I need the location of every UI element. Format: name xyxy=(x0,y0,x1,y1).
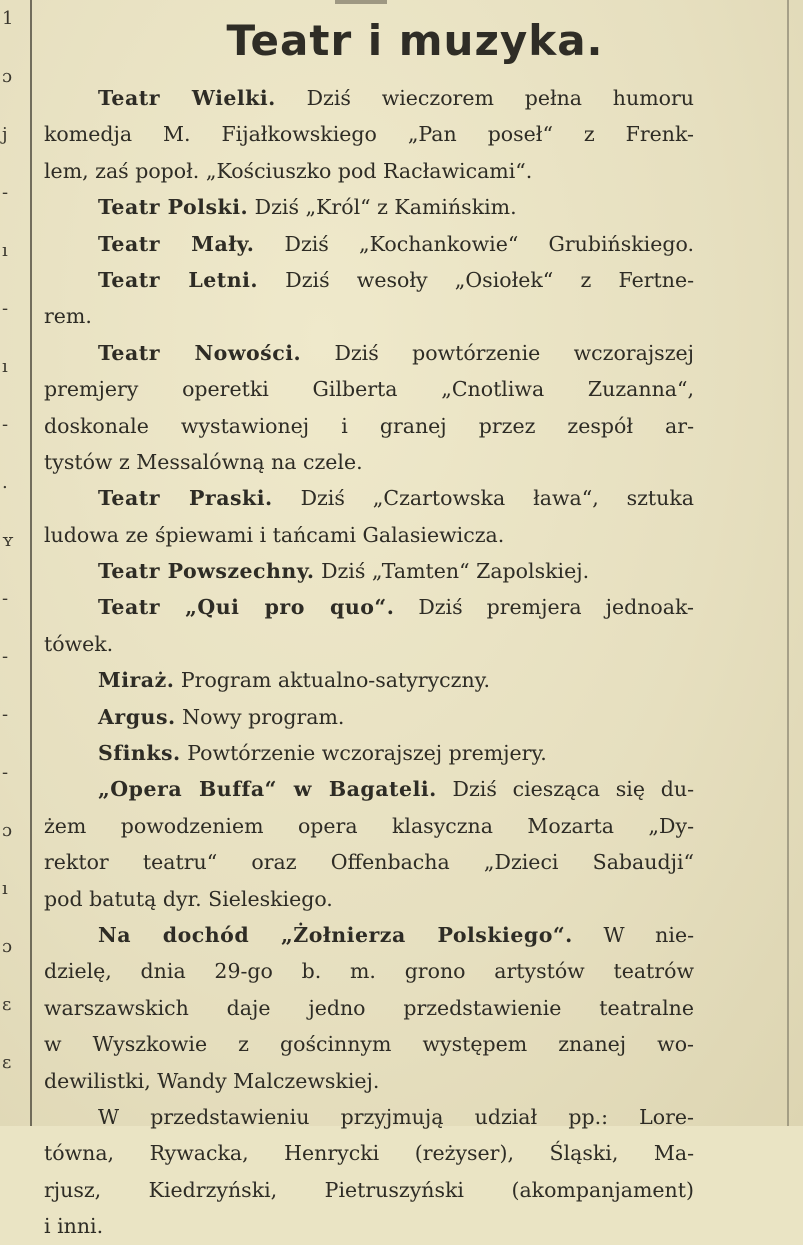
margin-fragment: - xyxy=(2,704,9,725)
venue-name: Teatr Nowości. xyxy=(98,340,302,365)
article-line xyxy=(44,189,694,225)
article-line xyxy=(44,589,694,625)
line-text: dzielę, dnia 29-go b. m. grono artystów teatrów xyxy=(44,959,694,984)
margin-fragment: ɛ xyxy=(2,1052,12,1073)
article-line xyxy=(44,881,694,917)
article-line xyxy=(44,662,694,698)
venue-name: Argus. xyxy=(98,704,176,729)
line-text: rjusz, Kiedrzyński, Pietruszyński (akompanjament) xyxy=(44,1177,694,1202)
margin-fragment: ʏ xyxy=(2,530,14,551)
line-text: Dziś „Król“ z Kamińskim. xyxy=(248,195,517,220)
margin-fragment: - xyxy=(2,646,9,667)
line-text: W nie- xyxy=(572,922,694,947)
article-line xyxy=(44,990,694,1026)
line-text: tówek. xyxy=(44,631,114,656)
venue-name: Teatr Wielki. xyxy=(98,86,276,110)
margin-fragment: - xyxy=(2,298,9,319)
line-text: pod batutą dyr. Sieleskiego. xyxy=(44,886,333,911)
article-line xyxy=(44,153,694,189)
line-text: w Wyszkowie z gościnnym występem znanej wo- xyxy=(44,1032,694,1057)
line-text: premjery operetki Gilberta „Cnotliwa Zuzanna“, xyxy=(44,377,694,402)
line-text: Dziś wesoły „Osiołek“ z Fertne- xyxy=(258,267,695,292)
venue-name: „Opera Buffa“ w Bagateli. xyxy=(98,777,437,802)
line-text: rem. xyxy=(44,304,92,329)
line-text: doskonale wystawionej i granej przez zespół ar- xyxy=(44,413,694,438)
venue-name: Teatr Letni. xyxy=(98,267,259,292)
line-text: tystów z Messalówną na czele. xyxy=(44,449,363,474)
article-body xyxy=(44,80,694,1245)
line-text: W przedstawieniu przyjmują udział pp.: Lore- xyxy=(98,1104,694,1129)
article-line xyxy=(44,480,694,516)
margin-fragment: - xyxy=(2,182,9,203)
line-text: Dziś wieczorem pełna humoru xyxy=(275,86,694,110)
venue-name: Teatr „Qui pro quo“. xyxy=(98,595,395,620)
line-text: ludowa ze śpiewami i tańcami Galasiewicza. xyxy=(44,522,505,547)
margin-fragment: - xyxy=(2,762,9,783)
line-text: dewilistki, Wandy Malczewskiej. xyxy=(44,1068,380,1093)
venue-name: Sfinks. xyxy=(98,741,181,766)
margin-fragment: ɔ xyxy=(2,820,13,841)
line-text: Dziś premjera jednoak- xyxy=(394,595,694,620)
article-line xyxy=(44,1208,694,1244)
line-text: Dziś ciesząca się du- xyxy=(436,777,694,802)
margin-fragment: ı xyxy=(2,356,8,377)
column-rule-left xyxy=(30,0,32,1126)
article-line xyxy=(44,844,694,880)
venue-name: Teatr Polski. xyxy=(98,195,249,220)
line-text: Nowy program. xyxy=(175,704,345,729)
left-column-fragments xyxy=(0,0,28,1126)
article-line xyxy=(44,553,694,589)
venue-name: Teatr Mały. xyxy=(98,231,255,256)
line-text: Dziś „Kochankowie“ Grubińskiego. xyxy=(254,231,694,256)
line-text: komedja M. Fijałkowskiego „Pan poseł“ z Frenk- xyxy=(44,122,694,147)
article-line xyxy=(44,1172,694,1208)
article-line xyxy=(44,1026,694,1062)
article-line xyxy=(44,735,694,771)
torn-column-edge xyxy=(335,0,387,4)
article-line xyxy=(44,226,694,262)
margin-fragment: 1 xyxy=(2,8,14,29)
line-text: i inni. xyxy=(44,1214,104,1239)
line-text: warszawskich daje jedno przedstawienie teatralne xyxy=(44,995,694,1020)
article-line xyxy=(44,953,694,989)
margin-fragment: ɛ xyxy=(2,994,12,1015)
article-line xyxy=(44,262,694,298)
margin-fragment: - xyxy=(2,588,9,609)
line-text: Program aktualno-satyryczny. xyxy=(174,668,491,693)
column-rule-right xyxy=(787,0,789,1126)
article-line xyxy=(44,808,694,844)
margin-fragment: ı xyxy=(2,878,8,899)
margin-fragment: ɔ xyxy=(2,66,13,87)
margin-fragment: j xyxy=(2,124,8,145)
venue-name: Teatr Praski. xyxy=(98,486,273,511)
article-line xyxy=(44,1063,694,1099)
venue-name: Teatr Powszechny. xyxy=(98,559,315,584)
section-title: Teatr i muzyka. xyxy=(226,16,604,65)
article-line xyxy=(44,298,694,334)
margin-fragment: . xyxy=(2,472,8,493)
article-line xyxy=(44,444,694,480)
article-line xyxy=(44,626,694,662)
line-text: tówna, Rywacka, Henrycki (reżyser), Śląski, Ma- xyxy=(44,1141,694,1166)
article-line xyxy=(44,371,694,407)
article-line xyxy=(44,771,694,807)
margin-fragment: - xyxy=(2,414,9,435)
venue-name: Miraż. xyxy=(98,668,175,693)
line-text: Dziś „Czartowska ława“, sztuka xyxy=(272,486,695,511)
line-text: lem, zaś popoł. „Kościuszko pod Racławicami“. xyxy=(44,158,533,183)
article-line xyxy=(44,408,694,444)
line-text: żem powodzeniem opera klasyczna Mozarta „Dy- xyxy=(44,813,694,838)
article-line xyxy=(44,335,694,371)
article-line xyxy=(44,1135,694,1171)
article-line xyxy=(44,1099,694,1135)
line-text: rektor teatru“ oraz Offenbacha „Dzieci Sabaudji“ xyxy=(44,850,694,875)
margin-fragment: ɔ xyxy=(2,936,13,957)
venue-name: Na dochód „Żołnierza Polskiego“. xyxy=(98,922,573,947)
margin-fragment: ı xyxy=(2,240,8,261)
line-text: Powtórzenie wczorajszej premjery. xyxy=(180,741,547,766)
article-line xyxy=(44,80,694,116)
line-text: Dziś „Tamten“ Zapolskiej. xyxy=(314,559,590,584)
article-line xyxy=(44,917,694,953)
article-line xyxy=(44,517,694,553)
article-line xyxy=(44,116,694,152)
line-text: Dziś powtórzenie wczorajszej xyxy=(301,340,694,365)
article-line xyxy=(44,699,694,735)
